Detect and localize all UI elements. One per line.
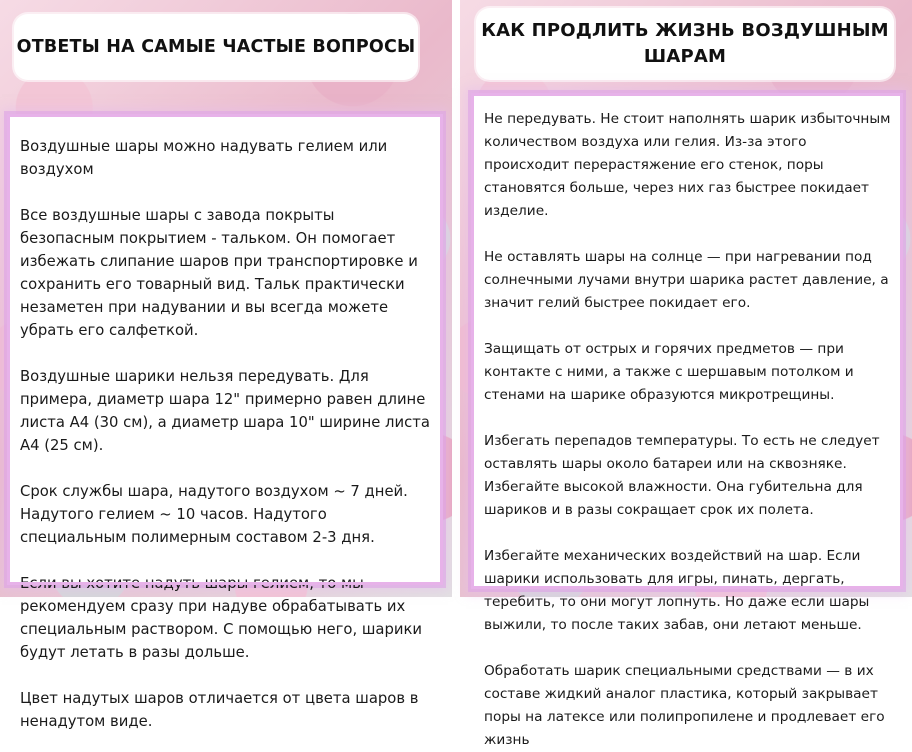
left-paragraph-5: Если вы хотите надуть шары гелием, то мы рекомендуем сразу при надуве обрабатывать их специальным раствором. С помощью него, шарики будут летать в разы дольше. [20, 575, 423, 661]
right-paragraph-3: Защищать от острых и горячих предметов — при контакте с ними, а также с шершавым потолком и стенами на шарике образуются микротрещины. [484, 341, 854, 403]
right-title: КАК ПРОДЛИТЬ ЖИЗНЬ ВОЗДУШНЫМ ШАРАМ [476, 8, 894, 80]
left-text-card [10, 117, 440, 730]
right-text-card [474, 96, 900, 748]
left-paragraph-4: Срок службы шара, надутого воздухом ~ 7 дней. Надутого гелием ~ 10 часов. Надутого специальным полимерным составом 2-3 дня. [20, 483, 408, 546]
right-paragraph-5: Избегайте механических воздействий на шар. Если шарики использовать для игры, пинать, дергать, теребить, то они могут лопнуть. Но даже если шары выжили, то после таких забав, они летают меньше. [484, 548, 870, 633]
left-paragraph-2: Все воздушные шары с завода покрыты безопасным покрытием - тальком. Он помогает избежать слипание шаров при транспортировке и сохранить его товарный вид. Тальк практически незаметен при надувании и вы всегда можете убрать его салфеткой. [20, 207, 418, 339]
right-paragraph-2: Не оставлять шары на солнце — при нагревании под солнечными лучами внутри шарика растет давление, а значит гелий быстрее покидает его. [484, 249, 889, 311]
right-paragraph-6: Обработать шарик специальными средствами — в их составе жидкий аналог пластика, который закрывает поры на латексе или полипропилене и продлевает его жизнь [484, 663, 885, 748]
right-paragraph-1: Не передувать. Не стоит наполнять шарик избыточным количеством воздуха или гелия. Из-за этого происходит перерастяжение его стенок, поры становятся больше, через них газ быстрее покидает изделие. [484, 111, 891, 219]
left-paragraph-3: Воздушные шарики нельзя передувать. Для примера, диаметр шара 12" примерно равен длине листа А4 (30 см), а диаметр шара 10" ширине листа А4 (25 см). [20, 368, 430, 454]
right-panel [460, 0, 912, 748]
left-paragraph-6: Цвет надутых шаров отличается от цвета шаров в ненадутом виде. [20, 690, 419, 730]
left-panel [0, 0, 452, 730]
left-paragraph-1: Воздушные шары можно надувать гелием или воздухом [20, 138, 388, 178]
panel-divider [452, 0, 460, 597]
right-paragraph-4: Избегать перепадов температуры. То есть не следует оставлять шары около батареи или на сквозняке. Избегайте высокой влажности. Она губительна для шариков и в разы сокращает срок их полета. [484, 433, 880, 518]
left-title: ОТВЕТЫ НА САМЫЕ ЧАСТЫЕ ВОПРОСЫ [14, 14, 418, 80]
